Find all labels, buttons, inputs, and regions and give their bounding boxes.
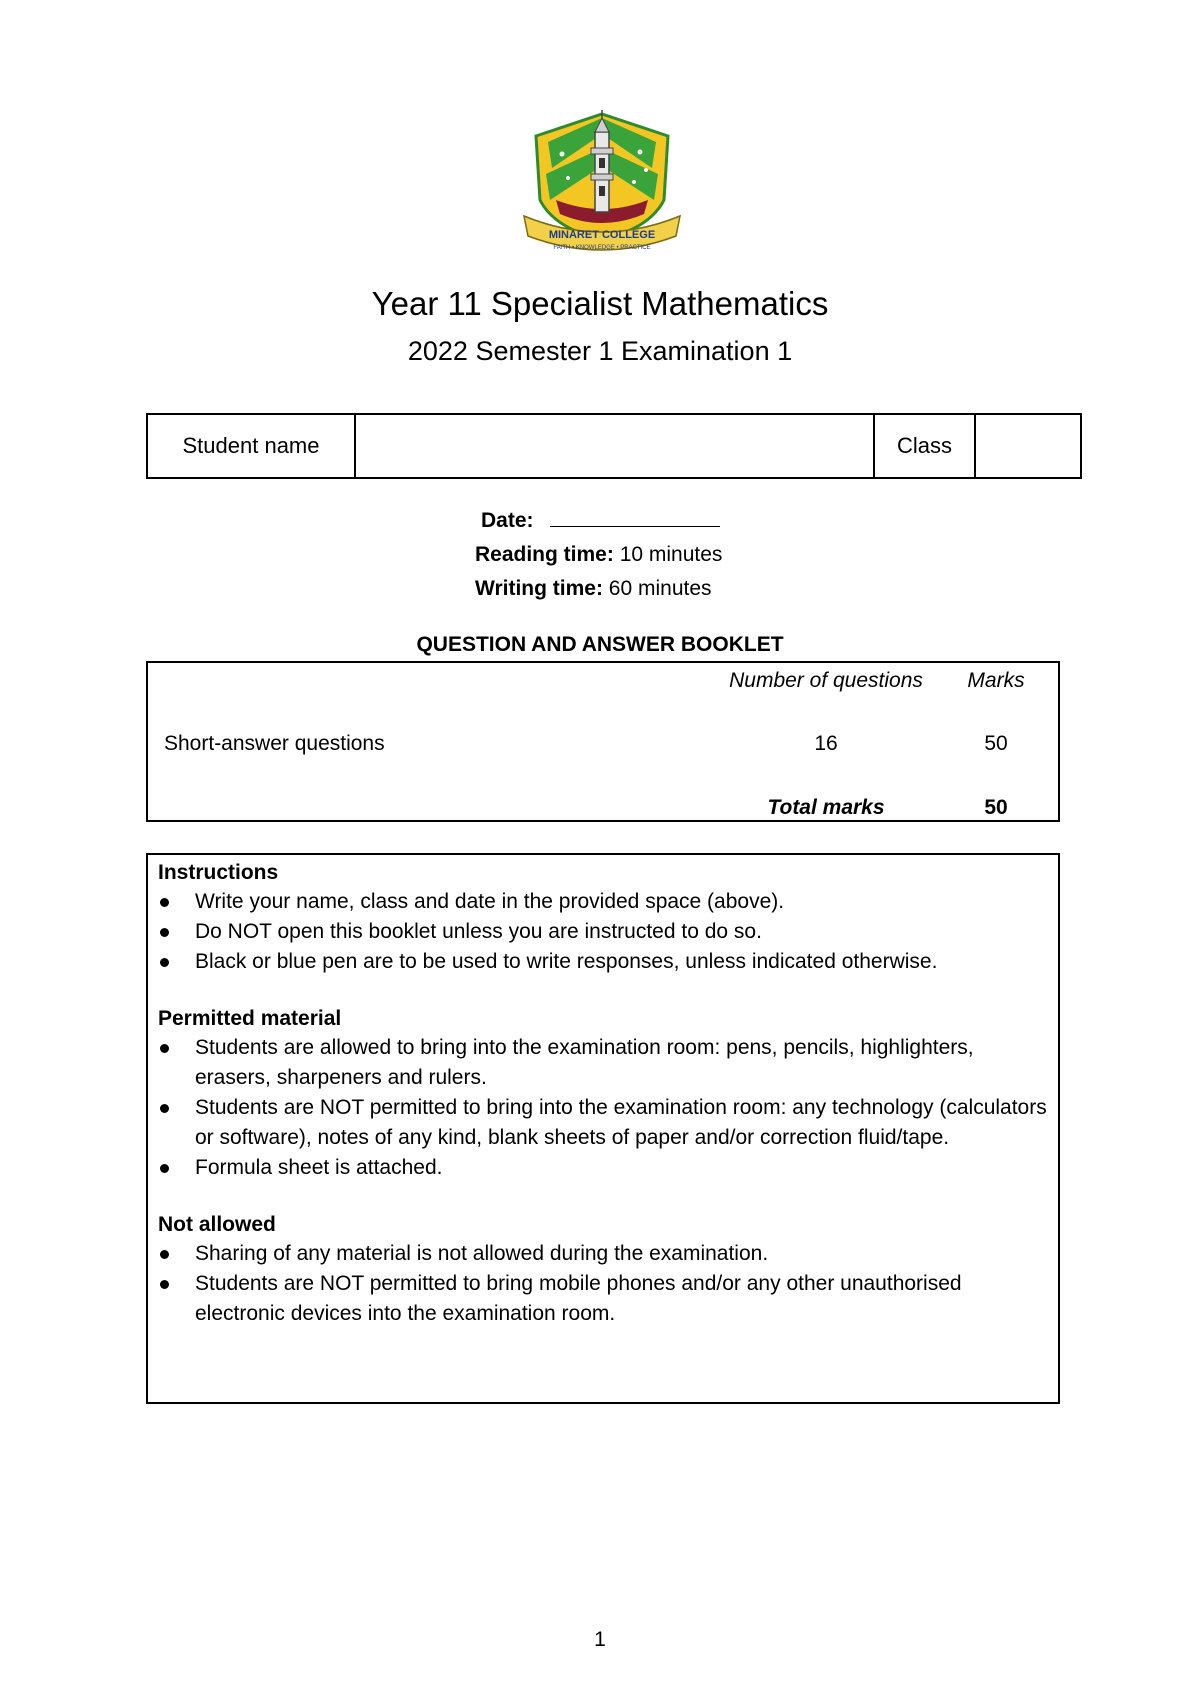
list-item	[158, 1153, 1048, 1183]
short-answer-label: Short-answer questions	[164, 732, 385, 755]
exam-subtitle: 2022 Semester 1 Examination 1	[407, 336, 793, 366]
bullet-icon	[160, 898, 169, 907]
not-allowed-heading: Not allowed	[158, 1213, 276, 1236]
college-crest-logo	[518, 108, 686, 258]
student-name-field[interactable]	[356, 415, 875, 477]
class-field[interactable]	[976, 415, 1080, 477]
class-label: Class	[875, 415, 976, 477]
not-allowed-section	[158, 1211, 1048, 1329]
list-item	[158, 1269, 1048, 1329]
list-item	[158, 917, 1048, 947]
short-answer-question-count: 16	[814, 732, 838, 755]
list-item-text: Students are NOT permitted to bring into the examination room: any technology (calculators or software), notes of any kind, blank sheets of paper and/or correction fluid/tape.	[195, 1096, 1047, 1149]
column-header-questions: Number of questions	[729, 669, 923, 692]
instructions-heading: Instructions	[158, 861, 279, 884]
total-marks-label: Total marks	[767, 796, 885, 819]
bullet-icon	[160, 1104, 169, 1113]
instructions-section	[158, 859, 1048, 977]
bullet-icon	[160, 1164, 169, 1173]
list-item-text: Formula sheet is attached.	[195, 1156, 443, 1179]
bullet-icon	[160, 1044, 169, 1053]
list-item-text: Write your name, class and date in the provided space (above).	[195, 890, 785, 913]
list-item	[158, 947, 1048, 977]
bullet-icon	[160, 1280, 169, 1289]
bullet-icon	[160, 1250, 169, 1259]
list-item-text: Do NOT open this booklet unless you are instructed to do so.	[195, 920, 762, 943]
list-item	[158, 1239, 1048, 1269]
date-line	[481, 506, 720, 535]
booklet-summary-table	[146, 661, 1060, 822]
instructions-box	[146, 853, 1060, 1404]
permitted-material-heading: Permitted material	[158, 1007, 342, 1030]
writing-time-line	[475, 575, 712, 603]
booklet-heading: QUESTION AND ANSWER BOOKLET	[416, 633, 784, 656]
page-number: 1	[594, 1628, 606, 1651]
reading-time-label: Reading time:	[475, 543, 614, 566]
student-name-label: Student name	[148, 415, 356, 477]
not-allowed-list	[158, 1239, 1048, 1329]
writing-time-value: 60 minutes	[608, 577, 712, 600]
bullet-icon	[160, 928, 169, 937]
crest-banner-text: MINARET COLLEGE	[548, 229, 656, 241]
list-item	[158, 1033, 1048, 1093]
student-details-table	[146, 413, 1082, 479]
instructions-list	[158, 887, 1048, 977]
list-item-text: Students are allowed to bring into the examination room: pens, pencils, highlighters, erasers, sharpeners and rulers.	[195, 1036, 974, 1089]
reading-time-line	[475, 541, 722, 569]
list-item	[158, 1093, 1048, 1153]
list-item-text: Black or blue pen are to be used to write responses, unless indicated otherwise.	[195, 950, 938, 973]
total-marks-value: 50	[984, 796, 1008, 819]
date-label: Date:	[481, 509, 534, 532]
exam-title: Year 11 Specialist Mathematics	[371, 285, 829, 322]
list-item-text: Students are NOT permitted to bring mobile phones and/or any other unauthorised electronic devices into the examination room.	[195, 1272, 962, 1325]
permitted-material-section	[158, 1005, 1048, 1183]
column-header-marks: Marks	[967, 669, 1025, 692]
crest-motto-text: FAITH • KNOWLEDGE • PRACTICE	[553, 245, 651, 251]
list-item	[158, 887, 1048, 917]
date-field[interactable]	[550, 506, 720, 527]
reading-time-value: 10 minutes	[619, 543, 723, 566]
permitted-material-list	[158, 1033, 1048, 1183]
bullet-icon	[160, 958, 169, 967]
writing-time-label: Writing time:	[475, 577, 603, 600]
list-item-text: Sharing of any material is not allowed during the examination.	[195, 1242, 769, 1265]
short-answer-marks: 50	[984, 732, 1008, 755]
